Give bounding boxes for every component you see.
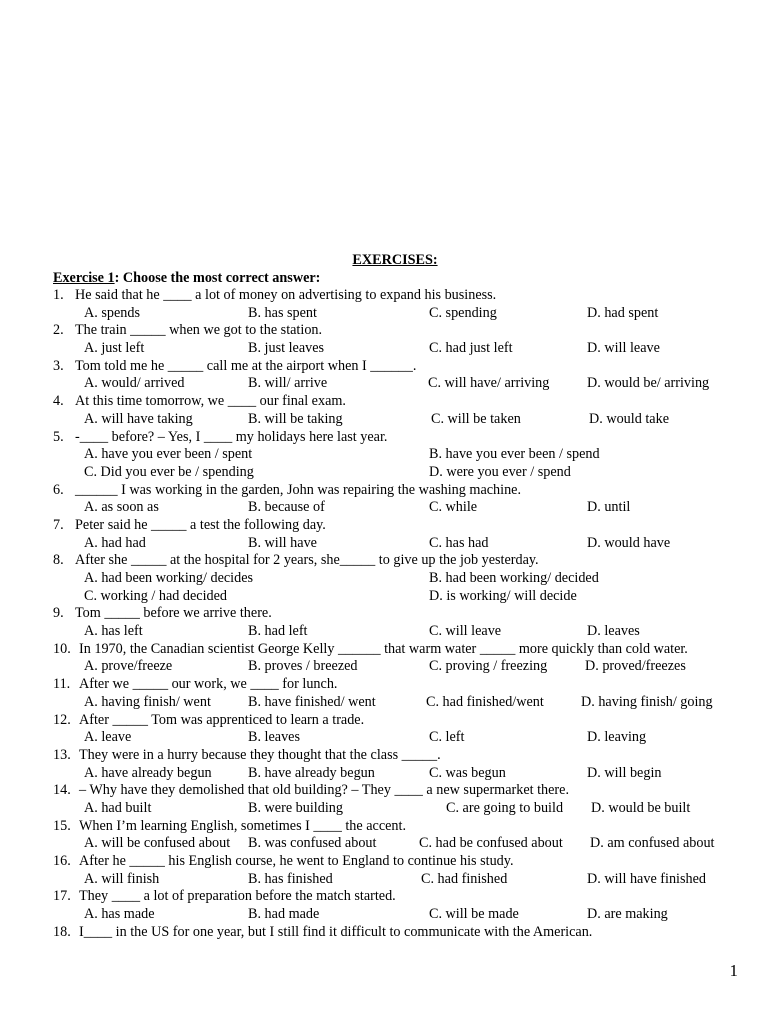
answer-option-d[interactable]: D. were you ever / spend [429,463,571,480]
question-number: 10. [53,640,71,657]
options-line [0,623,768,641]
answer-option-d[interactable]: D. would have [587,534,671,551]
question-line [0,605,768,623]
question-text: He said that he ____ a lot of money on advertising to expand his business. [75,287,497,303]
options-line [0,340,768,358]
question-line [0,853,768,871]
exercise-label: Exercise 1 [53,270,115,286]
answer-option-a[interactable]: A. will have taking [84,410,193,427]
question-text: Tom told me he _____ call me at the airport when I ______. [75,357,417,374]
question-text: When I’m learning English, sometimes I ____ the accent. [79,817,407,834]
question-line [0,747,768,765]
options-line [0,871,768,889]
answer-option-b[interactable]: B. just leaves [248,340,325,357]
answer-option-a[interactable]: A. spends [84,304,140,321]
exercises-heading: EXERCISES: [352,252,438,268]
options-line [0,800,768,818]
question-line [0,924,768,942]
question-line [0,482,768,500]
answer-option-d[interactable]: D. proved/freezes [585,658,686,675]
answer-option-b[interactable]: B. had been working/ decided [429,570,599,586]
answer-option-c[interactable]: C. had be confused about [419,835,563,852]
question-text: They were in a hurry because they thought that the class _____. [79,746,441,763]
answer-option-d[interactable]: D. am confused about [590,835,715,852]
answer-option-a[interactable]: A. just left [84,340,145,357]
question-text: ______ I was working in the garden, John was repairing the washing machine. [75,481,522,498]
answer-option-b[interactable]: B. have already begun [248,764,375,781]
question-number: 18. [53,923,71,940]
question-text: The train _____ when we got to the station. [75,322,323,339]
answer-option-b[interactable]: B. were building [248,799,343,816]
question-number: 1. [53,287,64,303]
answer-option-b[interactable]: B. has spent [248,304,317,321]
answer-option-b[interactable]: B. proves / breezed [248,658,358,675]
answer-option-a[interactable]: A. prove/freeze [84,658,173,675]
options-line [0,305,768,323]
options-line [0,535,768,553]
answer-option-a[interactable]: A. had had [84,534,146,551]
answer-option-b[interactable]: B. leaves [248,729,301,746]
answer-option-b[interactable]: B. because of [248,499,325,516]
options-line [0,464,768,482]
options-line [0,411,768,429]
question-line [0,641,768,659]
answer-option-a[interactable]: A. has made [84,906,155,923]
answer-option-b[interactable]: B. will be taking [248,410,343,427]
answer-option-a[interactable]: A. leave [84,729,132,746]
question-number: 2. [53,322,64,339]
answer-option-a[interactable]: A. has left [84,623,143,640]
answer-option-b[interactable]: B. was confused about [248,835,377,852]
options-line [0,588,768,606]
options-line [0,906,768,924]
answer-option-c[interactable]: C. will be made [429,906,519,923]
question-text: They ____ a lot of preparation before the match started. [79,888,396,905]
answer-option-d[interactable]: D. would be built [591,799,691,816]
question-number: 7. [53,516,64,533]
options-line [0,375,768,393]
answer-option-d[interactable]: D. will leave [587,340,660,357]
question-number: 13. [53,746,71,763]
options-line [0,499,768,517]
question-text: At this time tomorrow, we ____ our final exam. [75,393,346,410]
options-line [0,765,768,783]
answer-option-c[interactable]: C. has had [429,534,489,551]
question-number: 9. [53,605,64,622]
question-number: 12. [53,711,71,728]
answer-option-c[interactable]: C. will be taken [431,410,521,427]
answer-option-a[interactable]: A. had built [84,799,152,816]
question-number: 4. [53,393,64,410]
answer-option-d[interactable]: D. will have finished [587,870,706,887]
question-number: 15. [53,817,71,834]
question-text: Tom _____ before we arrive there. [75,605,272,622]
answer-option-b[interactable]: B. will/ arrive [248,375,328,392]
answer-option-a[interactable]: A. will be confused about [84,835,231,852]
question-text: In 1970, the Canadian scientist George Kelly ______ that warm water _____ more quickly than cold water. [79,640,688,657]
answer-option-c[interactable]: C. had finished [421,870,508,887]
answer-option-d[interactable]: D. leaving [587,729,647,746]
question-line [0,818,768,836]
answer-option-d[interactable]: D. would take [589,410,669,427]
answer-option-b[interactable]: B. had made [248,906,320,923]
answer-option-c[interactable]: C. spending [429,304,497,321]
question-number: 5. [53,428,64,445]
options-line [0,694,768,712]
exercise-instruction: : Choose the most correct answer: [114,270,321,286]
answer-option-d[interactable]: D. had spent [587,304,659,321]
question-line [0,517,768,535]
answer-option-c[interactable]: C. had just left [429,340,513,357]
question-line [0,676,768,694]
question-list [0,287,768,941]
answer-option-b[interactable]: B. had left [248,623,308,640]
question-text: I____ in the US for one year, but I still find it difficult to communicate with the American. [79,923,593,940]
question-line [0,358,768,376]
question-text: After he _____ his English course, he went to England to continue his study. [79,853,514,869]
question-number: 16. [53,853,71,869]
answer-option-d[interactable]: D. is working/ will decide [429,587,577,604]
question-text: – Why have they demolished that old building? – They ____ a new supermarket there. [79,782,570,799]
question-line [0,712,768,730]
answer-option-c[interactable]: C. Did you ever be / spending [84,463,254,480]
question-number: 11. [53,676,71,693]
answer-option-a[interactable]: A. as soon as [84,499,159,516]
question-line [0,888,768,906]
question-number: 14. [53,782,71,799]
options-line [0,446,768,464]
answer-option-d[interactable]: D. are making [587,906,668,923]
options-line [0,835,768,853]
question-text: Peter said he _____ a test the following day. [75,516,326,533]
answer-option-a[interactable]: A. have already begun [84,764,212,781]
options-line [0,570,768,588]
question-line [0,552,768,570]
question-number: 8. [53,552,64,569]
answer-option-c[interactable]: C. working / had decided [84,587,228,604]
question-number: 17. [53,888,71,905]
answer-option-a[interactable]: A. having finish/ went [84,693,211,710]
answer-option-b[interactable]: B. have finished/ went [248,693,376,710]
answer-option-b[interactable]: B. has finished [248,870,333,887]
answer-option-d[interactable]: D. would be/ arriving [587,375,710,392]
question-line [0,393,768,411]
question-line [0,322,768,340]
question-number: 6. [53,481,64,498]
page-number: 1 [729,961,738,980]
question-text: After she _____ at the hospital for 2 years, she_____ to give up the job yesterday. [75,552,539,569]
answer-option-c[interactable]: C. while [429,499,478,516]
answer-option-a[interactable]: A. had been working/ decides [84,570,254,586]
question-text: After we _____ our work, we ____ for lunch. [79,676,338,693]
answer-option-a[interactable]: A. have you ever been / spent [84,446,253,463]
answer-option-d[interactable]: D. until [587,499,631,516]
question-line [0,287,768,305]
answer-option-c[interactable]: C. left [429,729,465,746]
answer-option-d[interactable]: D. having finish/ going [581,693,713,710]
options-line [0,658,768,676]
answer-option-a[interactable]: A. will finish [84,870,160,887]
answer-option-c[interactable]: C. are going to build [446,799,564,816]
question-line [0,429,768,447]
question-line [0,782,768,800]
question-text: After _____ Tom was apprenticed to learn a trade. [79,711,365,728]
answer-option-b[interactable]: B. have you ever been / spend [429,446,600,463]
answer-option-c[interactable]: C. proving / freezing [429,658,548,675]
exercise-title [53,269,320,287]
answer-option-b[interactable]: B. will have [248,534,317,551]
answer-option-c[interactable]: C. was begun [429,764,506,781]
answer-option-d[interactable]: D. will begin [587,764,662,781]
answer-option-c[interactable]: C. will leave [429,623,502,640]
options-line [0,729,768,747]
question-text: -____ before? – Yes, I ____ my holidays here last year. [75,428,388,445]
answer-option-d[interactable]: D. leaves [587,623,640,640]
answer-option-a[interactable]: A. would/ arrived [84,375,185,392]
question-number: 3. [53,357,64,374]
answer-option-c[interactable]: C. will have/ arriving [428,375,550,392]
answer-option-c[interactable]: C. had finished/went [426,693,544,710]
